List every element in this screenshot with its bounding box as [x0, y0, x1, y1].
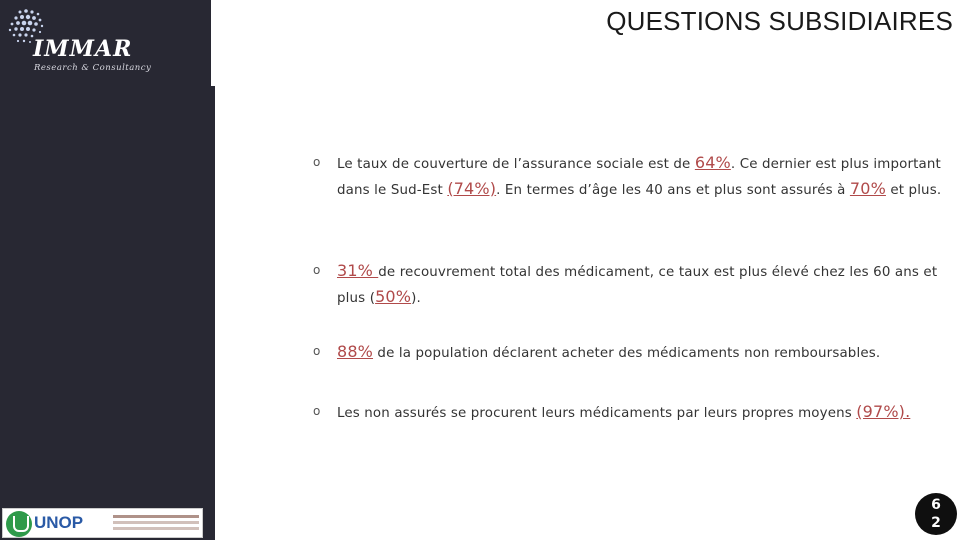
- bullet-text-segment: . En termes d’âge les 40 ans et plus sont assurés à: [496, 182, 850, 198]
- page-number-line1: 6: [931, 497, 941, 513]
- bullet-text-segment: de la population déclarent acheter des médicaments non remboursables.: [373, 346, 881, 361]
- highlighted-percentage: (97%).: [856, 402, 911, 421]
- mortar-icon: [6, 511, 32, 537]
- bullet-text-segment: Les non assurés se procurent leurs médicaments par leurs propres moyens: [337, 406, 857, 421]
- bullet-text: [337, 259, 952, 310]
- divider: [211, 0, 215, 86]
- unop-logo: [2, 508, 203, 538]
- immar-logo: [0, 0, 211, 86]
- highlighted-percentage: 31%: [337, 261, 379, 280]
- bullet-text-segment: ).: [411, 290, 421, 306]
- highlighted-percentage: (74%): [447, 178, 497, 198]
- unop-logo-text: UNOP: [34, 513, 84, 532]
- unop-arabic-text: [113, 515, 199, 533]
- bullet-text-segment: et plus.: [885, 182, 942, 198]
- page-title: QUESTIONS SUBSIDIAIRES: [606, 6, 953, 36]
- highlighted-percentage: 88%: [337, 342, 374, 361]
- bullet-text-segment: de recouvrement total des médicament, ce taux est plus élevé chez les 60 ans et plus (: [337, 265, 938, 306]
- logo-tagline: Research & Consultancy: [34, 63, 152, 73]
- logo-name: IMMAR: [33, 36, 133, 62]
- bullet-text-segment: Le taux de couverture de l’assurance sociale est de: [337, 157, 695, 172]
- page-number-line2: 2: [931, 515, 941, 531]
- highlighted-percentage: 64%: [694, 153, 731, 172]
- bullet-text: [337, 151, 952, 202]
- highlighted-percentage: 50%: [375, 286, 412, 306]
- bullet-text: [337, 400, 952, 426]
- bullet-marker: o: [313, 344, 321, 358]
- bullet-text-segment: . Ce dernier est plus important dans le Sud-Est: [337, 157, 941, 198]
- bullet-marker: o: [313, 404, 321, 418]
- bullet-text: [337, 340, 952, 366]
- page-number-badge: [915, 493, 957, 535]
- bullet-marker: o: [313, 155, 321, 169]
- highlighted-percentage: 70%: [849, 178, 886, 198]
- bullet-marker: o: [313, 263, 321, 277]
